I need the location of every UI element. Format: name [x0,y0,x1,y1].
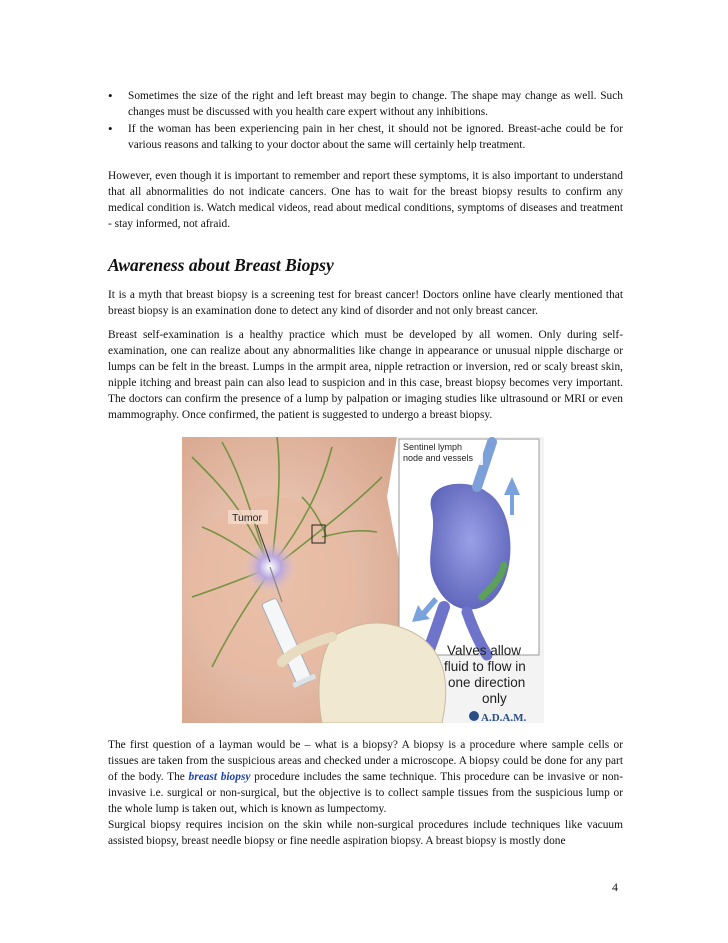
caption-line4: only [482,691,507,706]
breast-biopsy-link[interactable]: breast biopsy [188,771,251,783]
adam-logo-text: A.D.A.M. [481,712,527,723]
node-label-line2: node and vessels [403,453,474,463]
paragraph-first-question [108,737,623,817]
first-question-text-before: The first question of a layman would be – what is a biopsy? A biopsy is a procedure where sample cells or tissues are taken from the suspicious areas and checked under a microscope. A biopsy could be done for any part of the body. The [108,739,623,783]
caption-line2: fluid to flow in [444,659,526,674]
first-question-text-after: procedure includes the same technique. This procedure can be invasive or non-invasive i.e. surgical or non-surgical, but the objective is to collect sample tissues from the suspicious lump or the whole lump is taken out, which is known as lumpectomy. [108,771,624,815]
illustration-svg [182,437,546,723]
node-label-line1: Sentinel lymph [403,442,463,452]
bullet-item-size-change: • Sometimes the size of the right and left breast may begin to change. The shape may change as well. Such changes must be discussed with you health care expert without any inhibitions. [128,88,623,120]
symptom-bullet-list [128,88,623,154]
section-heading: Awareness about Breast Biopsy [108,255,334,275]
breast-biopsy-illustration [182,437,546,723]
paragraph-myth: It is a myth that breast biopsy is a screening test for breast cancer! Doctors online have clearly mentioned that breast biopsy is an examination done to detect any kind of disorder and not only breast cancer. [108,289,623,317]
paragraph-self-exam: Breast self-examination is a healthy practice which must be developed by all women. Only during self-examination, one can realize about any abnormalities like change in appearance or unusual nipple discharge or lumps can be felt in the breast. Lumps in the armpit area, nipple retraction or inversion, red or scaly breast skin, nipple itching and breast pain can also lead to suspicion and in this case, breast biopsy becomes very important. The doctors can confirm the presence of a lump by palpation or imaging studies like ultrasound or MRI or even mammography. Once confirmed, the patient is suggested to undergo a breast biopsy. [108,329,623,421]
page-number: 4 [612,880,618,894]
caption-line3: one direction [448,675,526,690]
caption-line1: Valves allow [447,643,522,658]
paragraph-however: However, even though it is important to remember and report these symptoms, it is also important to understand that all abnormalities do not indicate cancers. One has to wait for the breast biopsy results to confirm any medical condition is. Watch medical videos, read about medical conditions, symptoms of diseases and treatment - stay informed, not afraid. [108,170,623,230]
paragraph-surgical: Surgical biopsy requires incision on the skin while non-surgical procedures include techniques like vacuum assisted biopsy, breast needle biopsy or fine needle aspiration biopsy. A breast biopsy is mostly done [108,819,623,847]
bullet-item-chest-pain: • If the woman has been experiencing pain in her chest, it should not be ignored. Breast-ache could be for various reasons and talking to your doctor about the same will certainly help treatment. [128,121,623,153]
tumor-label: Tumor [232,512,262,524]
